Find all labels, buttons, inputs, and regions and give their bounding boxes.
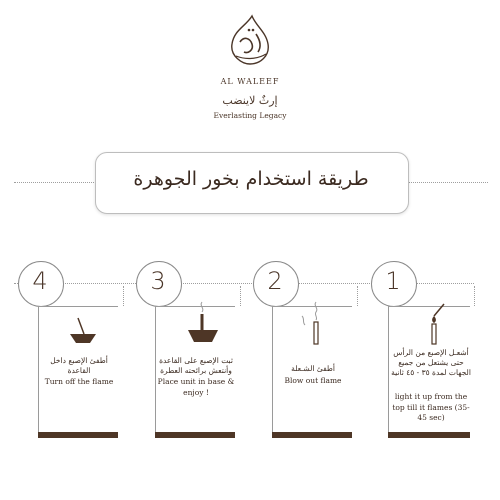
connector-1-end — [474, 286, 475, 306]
step-1-card-base — [388, 432, 470, 438]
step-2-card-border — [272, 306, 273, 432]
page-title: طريقة استخدام بخور الجوهرة — [133, 168, 369, 190]
brand-tagline-arabic: إرثٌ لاينضب — [222, 94, 278, 107]
banner-dotted-line-right — [408, 182, 488, 183]
step-1-text-english: light it up from the top till it flames (35-45 sec) — [392, 392, 470, 422]
brand-tagline-english: Everlasting Legacy — [213, 111, 287, 120]
step-4-card-border — [38, 306, 39, 432]
connector-3-2 — [240, 286, 241, 306]
incense-burner-bowl-icon — [186, 300, 220, 346]
step-3-card-border — [155, 306, 156, 432]
incense-stick-smoking-icon — [296, 300, 328, 346]
step-1-card-border — [388, 306, 389, 432]
step-3-card-base — [155, 432, 235, 438]
step-2-text-english: Blow out flame — [284, 376, 342, 385]
step-4-text-english: Turn off the flame — [44, 377, 114, 386]
al-waleef-logo-icon — [206, 12, 294, 70]
brand-name: AL WALEEF — [220, 77, 280, 86]
step-1-text-arabic: أشعـل الإصبع من الرأس حتى يشتعل من جميع الجهات لمدة ٣٥ - ٤٥ ثانية — [391, 348, 471, 378]
step-3-number: 3 — [150, 267, 166, 295]
extinguish-bowl-icon — [66, 316, 100, 346]
step-4-card-base — [38, 432, 118, 438]
incense-stick-lit-icon — [420, 300, 452, 346]
step-2-card-base — [272, 432, 352, 438]
step-1-number: 1 — [385, 267, 401, 295]
step-3-text-english: Place unit in base & enjoy ! — [157, 377, 235, 397]
connector-2-1 — [357, 286, 358, 306]
step-4-number: 4 — [32, 267, 48, 295]
step-3-text-arabic: ثبت الإصبع على القاعدة وأنتعش برائحته العطرة — [159, 356, 233, 376]
step-2-number: 2 — [267, 267, 283, 295]
step-2-text-arabic: أطفئ الشـعلة — [291, 364, 335, 373]
connector-4-3 — [123, 286, 124, 306]
banner-dotted-line-left — [14, 182, 94, 183]
step-4-card-top — [38, 306, 118, 307]
step-4-text-arabic: أطفئ الإصبع داخل القاعدة — [50, 356, 108, 376]
